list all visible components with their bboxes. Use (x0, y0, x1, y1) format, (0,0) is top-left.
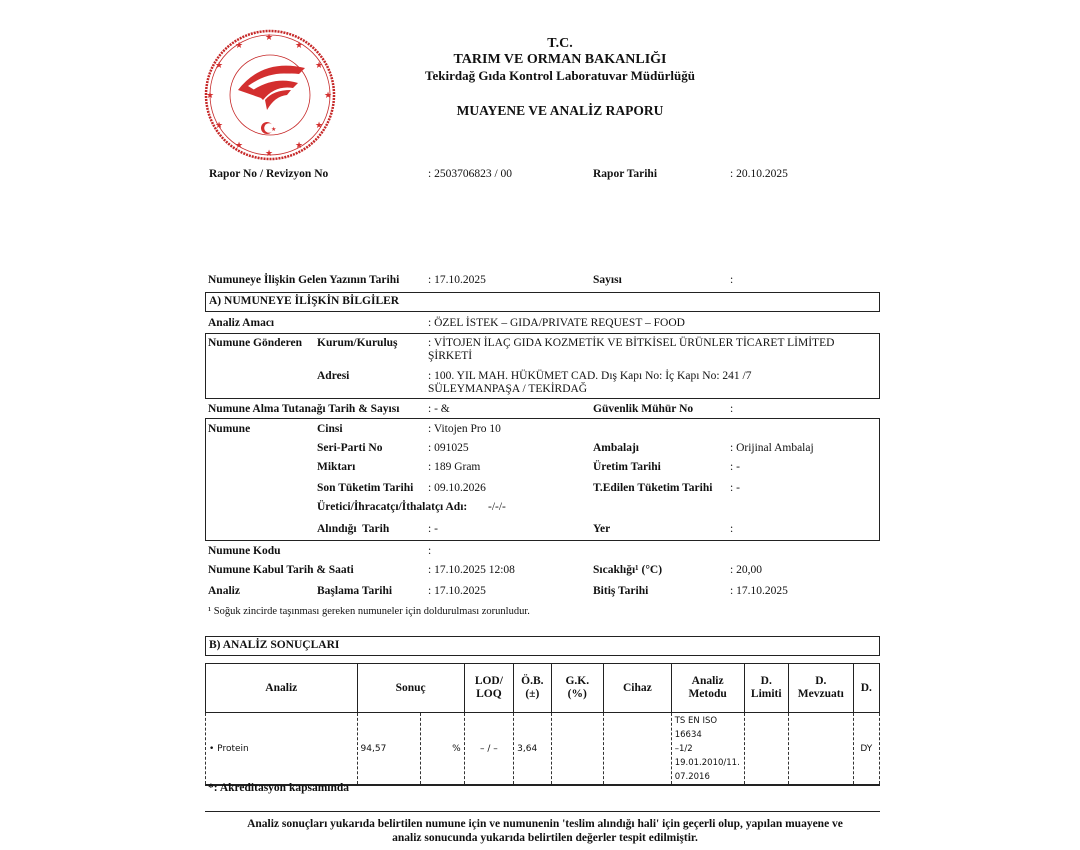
sender-address-value-line2: SÜLEYMANPAŞA / TEKİRDAĞ (428, 383, 588, 395)
recommended-date-value: : - (730, 482, 740, 494)
production-date-value: : - (730, 461, 740, 473)
letter-date-label: Numuneye İlişkin Gelen Yazının Tarihi (208, 274, 400, 286)
col-regulation: D. Mevzuatı (788, 664, 853, 713)
header-ministry: TARIM VE ORMAN BAKANLIĞI (453, 52, 667, 67)
start-date-label: Başlama Tarihi (317, 585, 393, 597)
cell-lod-loq: – / – (464, 713, 514, 786)
results-table (205, 663, 880, 786)
svg-text:★: ★ (315, 120, 324, 130)
cell-recovery (551, 713, 604, 786)
footer-disclaimer: Analiz sonuçları yukarıda belirtilen numune için ve numunenin 'teslim alındığı hali' için geçerli olup, yapılan muayene ve analiz sonucunda yukarıda belirtilen değerler tespit edilmiştir. (247, 818, 843, 844)
svg-text:★: ★ (206, 90, 215, 100)
svg-text:★: ★ (271, 127, 277, 133)
sender-org-label: Kurum/Kuruluş (317, 337, 398, 349)
cell-device (604, 713, 672, 786)
quantity-label: Miktarı (317, 461, 356, 473)
accreditation-note: *: Akreditasyon kapsamında (208, 782, 350, 794)
svg-text:★: ★ (324, 90, 333, 100)
svg-text:★: ★ (265, 148, 274, 158)
col-lod-loq: LOD/ LOQ (464, 664, 514, 713)
col-recovery: G.K. (%) (551, 664, 604, 713)
letter-date-value: : 17.10.2025 (428, 274, 486, 286)
report-date-label: Rapor Tarihi (593, 168, 658, 180)
batch-value: : 091025 (428, 442, 469, 454)
col-result: Sonuç (357, 664, 464, 713)
temperature-label: Sıcaklığı¹ (°C) (593, 564, 663, 576)
purpose-label: Analiz Amacı (208, 317, 275, 329)
cell-limit (744, 713, 788, 786)
sample-code-value: : (428, 545, 432, 557)
analysis-label: Analiz (208, 585, 240, 597)
security-seal-label: Güvenlik Mühür No (593, 403, 694, 415)
sender-label: Numune Gönderen (208, 337, 303, 349)
place-label: Yer (593, 523, 611, 535)
col-analysis: Analiz (206, 664, 358, 713)
cell-analysis: • Protein (206, 713, 358, 786)
producer-label: Üretici/İhracatçı/İthalatçı Adı: (317, 501, 468, 513)
ministry-emblem-icon (203, 28, 337, 162)
end-date-value: : 17.10.2025 (730, 585, 788, 597)
end-date-label: Bitiş Tarihi (593, 585, 649, 597)
taken-date-label: Alındığı Tarih (317, 523, 390, 535)
sample-type-value: : Vitojen Pro 10 (428, 423, 501, 435)
quantity-value: : 189 Gram (428, 461, 481, 473)
results-header-row (206, 664, 880, 713)
sampling-record-label: Numune Alma Tutanağı Tarih & Sayısı (208, 403, 400, 415)
security-seal-value: : (730, 403, 734, 415)
acceptance-value: : 17.10.2025 12:08 (428, 564, 515, 576)
header-tc: T.C. (547, 36, 573, 51)
sample-box (205, 418, 880, 541)
recommended-date-label: T.Edilen Tüketim Tarihi (593, 482, 713, 494)
start-date-value: : 17.10.2025 (428, 585, 486, 597)
producer-value: -/-/- (488, 501, 506, 513)
production-date-label: Üretim Tarihi (593, 461, 661, 473)
place-value: : (730, 523, 734, 535)
report-date-value: : 20.10.2025 (730, 168, 788, 180)
svg-text:★: ★ (315, 60, 324, 70)
cell-uncertainty: 3,64 (514, 713, 551, 786)
col-uncertainty: Ö.B. (±) (514, 664, 551, 713)
batch-label: Seri-Parti No (317, 442, 383, 454)
sender-org-value-line1: : VİTOJEN İLAÇ GIDA KOZMETİK VE BİTKİSEL ÜRÜNLER TİCARET LİMİTED (428, 337, 835, 349)
temperature-value: : 20,00 (730, 564, 762, 576)
footer-divider (205, 811, 880, 812)
svg-text:★: ★ (295, 40, 304, 50)
report-no-label: Rapor No / Revizyon No (209, 168, 329, 180)
purpose-value: : ÖZEL İSTEK – GIDA/PRIVATE REQUEST – FOOD (428, 317, 685, 329)
cell-unit: % (421, 713, 464, 786)
col-device: Cihaz (604, 664, 672, 713)
section-a-title: A) NUMUNEYE İLİŞKİN BİLGİLER (205, 292, 880, 312)
cell-result: 94,57 (357, 713, 421, 786)
report-title: MUAYENE VE ANALİZ RAPORU (456, 103, 664, 118)
acceptance-label: Numune Kabul Tarih & Saati (208, 564, 354, 576)
expiry-value: : 09.10.2026 (428, 482, 486, 494)
sampling-record-value: : - & (428, 403, 450, 415)
svg-text:★: ★ (235, 140, 244, 150)
sender-org-value-line2: ŞİRKETİ (428, 350, 473, 362)
header-lab: Tekirdağ Gıda Kontrol Laboratuvar Müdürlüğü (425, 68, 695, 83)
packaging-value: : Orijinal Ambalaj (730, 442, 814, 454)
sample-code-label: Numune Kodu (208, 545, 281, 557)
svg-text:★: ★ (295, 140, 304, 150)
table-row (206, 713, 880, 786)
expiry-label: Son Tüketim Tarihi (317, 482, 414, 494)
col-method: Analiz Metodu (671, 664, 744, 713)
sample-label: Numune (208, 423, 251, 435)
sample-type-label: Cinsi (317, 423, 343, 435)
svg-text:★: ★ (215, 60, 224, 70)
temperature-footnote: ¹ Soğuk zincirde taşınması gereken numuneler için doldurulması zorunludur. (208, 606, 530, 617)
col-evaluation: D. (853, 664, 879, 713)
report-no-value: : 2503706823 / 00 (428, 168, 513, 180)
letter-number-value: : (730, 274, 734, 286)
svg-text:★: ★ (235, 40, 244, 50)
taken-date-value: : - (428, 523, 438, 535)
packaging-label: Ambalajı (593, 442, 639, 454)
svg-text:★: ★ (215, 120, 224, 130)
letter-number-label: Sayısı (593, 274, 622, 286)
cell-evaluation: DY (853, 713, 879, 786)
col-limit: D. Limiti (744, 664, 788, 713)
sender-address-value-line1: : 100. YIL MAH. HÜKÜMET CAD. Dış Kapı No: İç Kapı No: 241 /7 (428, 370, 752, 382)
cell-method: TS EN ISO 16634 –1/2 19.01.2010/11. 07.2016 (671, 713, 744, 786)
svg-text:★: ★ (265, 32, 274, 42)
sender-address-label: Adresi (317, 370, 350, 382)
section-b-title: B) ANALİZ SONUÇLARI (205, 636, 880, 656)
cell-regulation (788, 713, 853, 786)
